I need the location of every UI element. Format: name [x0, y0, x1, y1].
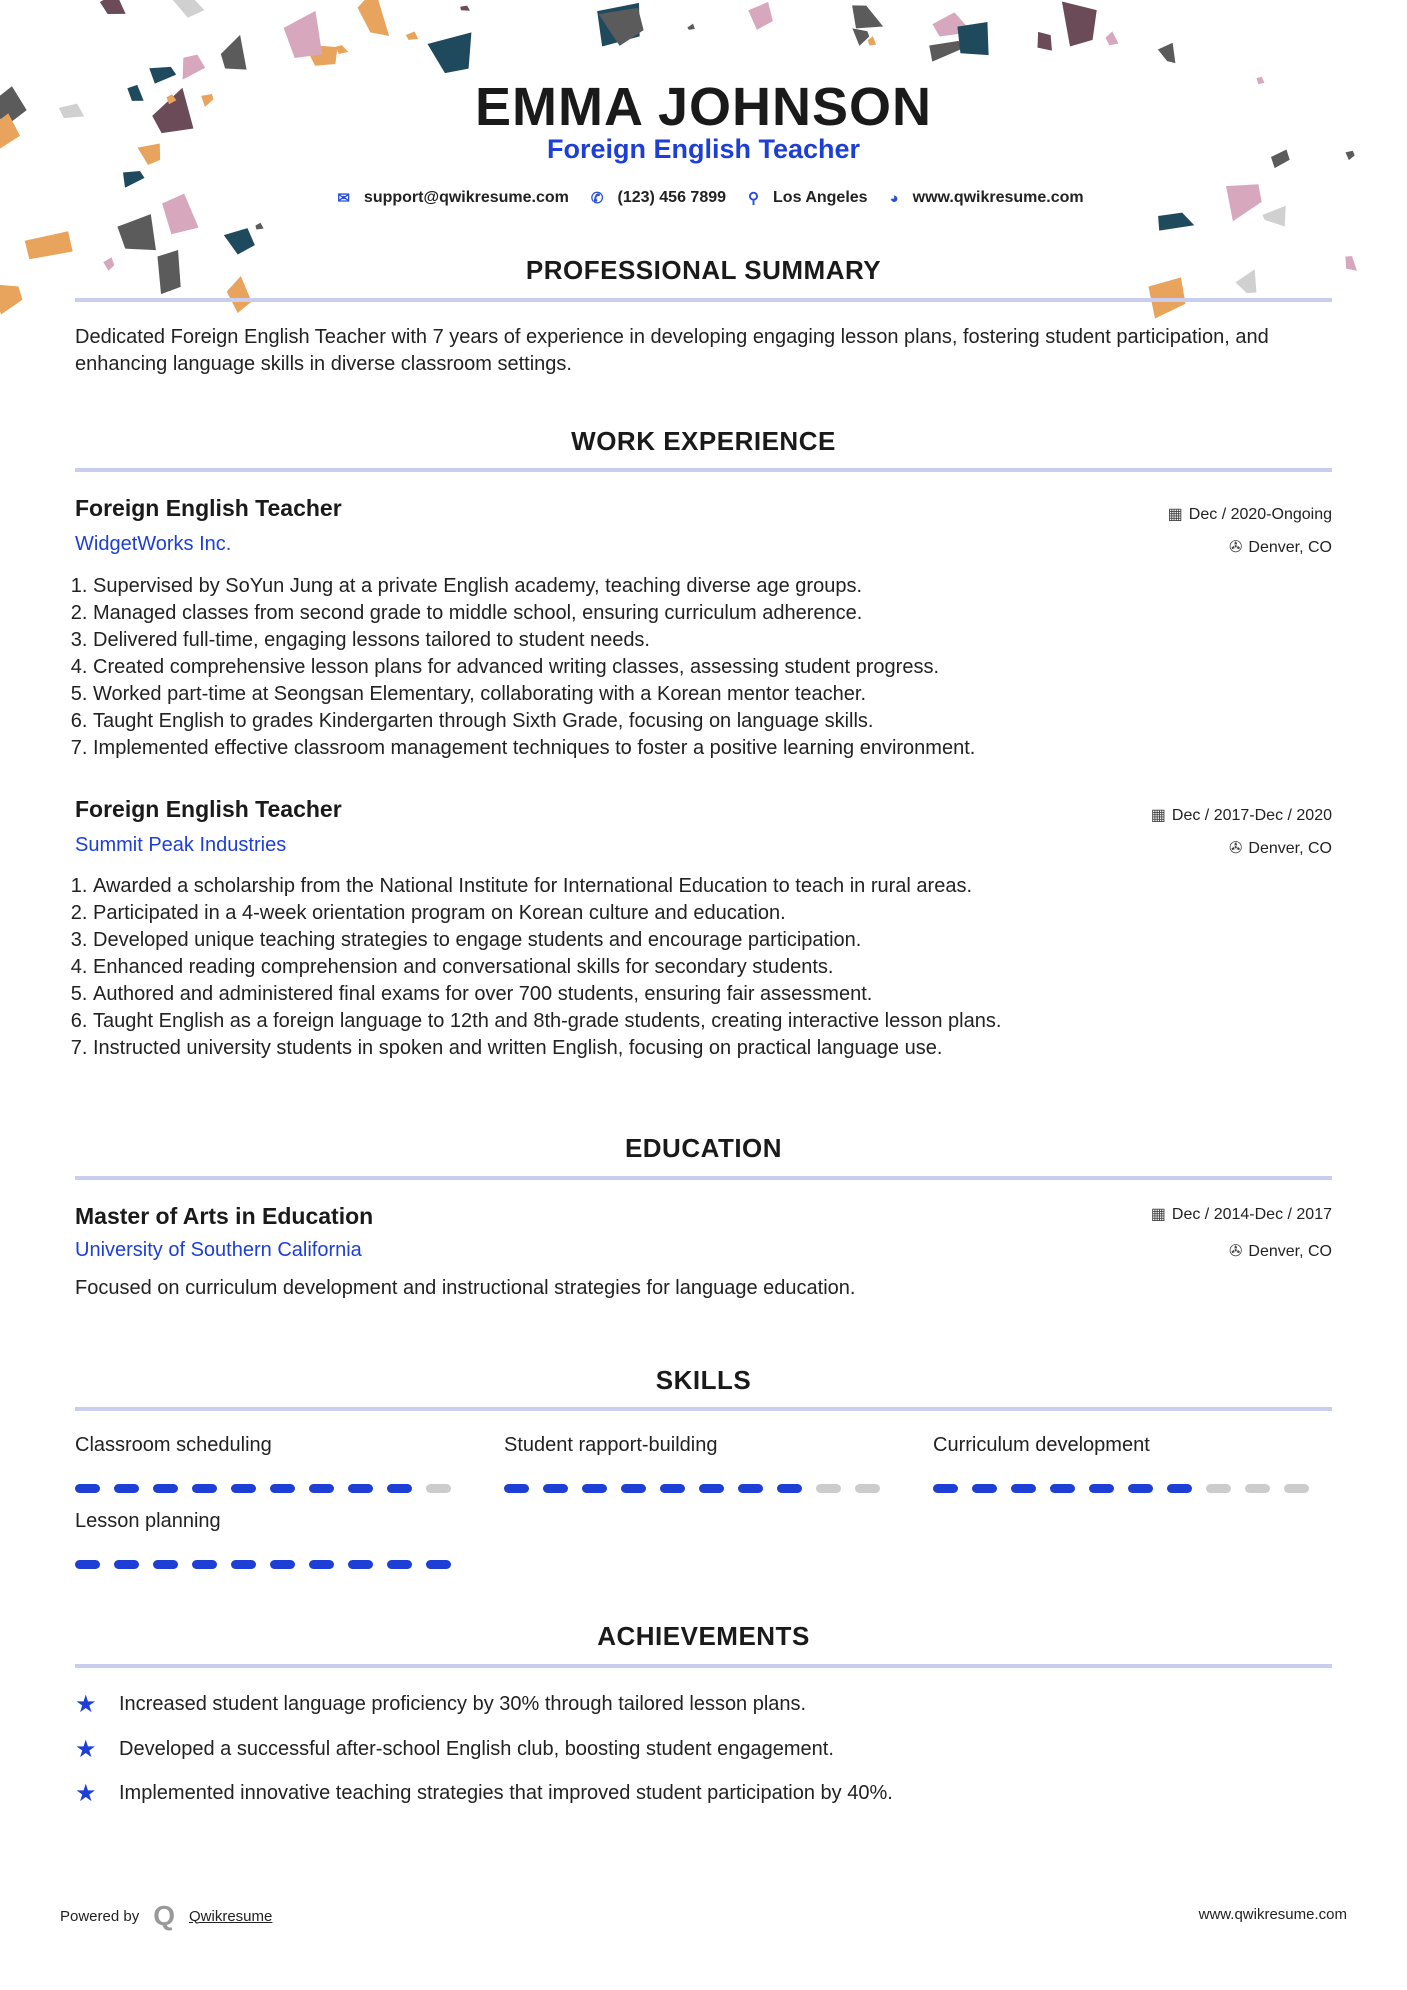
calendar-icon: ▦ [1150, 1206, 1166, 1223]
achievement-item [75, 1735, 834, 1764]
skill-dot-filled [387, 1484, 412, 1493]
skill-dot-filled [309, 1560, 334, 1569]
skill-item [75, 1510, 475, 1569]
bullet: 7. Implemented effective classroom management techniques to foster a positive learning environment. [93, 735, 1350, 762]
education-dates-text: Dec / 2014-Dec / 2017 [1171, 1206, 1332, 1223]
job-company: WidgetWorks Inc. [75, 533, 232, 555]
job-dates [1151, 805, 1332, 825]
pin-icon: ✇ [1229, 840, 1243, 857]
bullet: 3. Developed unique teaching strategies to engage students and encourage participation. [93, 927, 1350, 954]
skill-dot-filled [153, 1560, 178, 1569]
skill-dot-filled [777, 1484, 802, 1493]
confetti-piece [284, 11, 322, 58]
achievement-text: Increased student language proficiency by 30% through tailored lesson plans. [119, 1693, 807, 1715]
skill-dot-filled [231, 1484, 256, 1493]
confetti-piece [1037, 32, 1051, 51]
education-location-text: Denver, CO [1248, 1243, 1332, 1260]
confetti-piece [929, 41, 961, 62]
bullet: 2. Participated in a 4-week orientation program on Korean culture and education. [93, 900, 1350, 927]
phone-icon: ✆ [590, 190, 604, 207]
confetti-piece [406, 32, 418, 40]
calendar-icon: ▦ [1167, 506, 1183, 523]
skill-dot-filled [387, 1560, 412, 1569]
skill-dot-filled [114, 1560, 139, 1569]
brand-link[interactable]: Qwikresume [189, 1907, 273, 1925]
education-dates [1151, 1204, 1332, 1224]
confetti-piece [957, 22, 988, 55]
skill-name: Lesson planning [75, 1510, 221, 1532]
confetti-piece [255, 223, 263, 230]
skill-dot-filled [660, 1484, 685, 1493]
skill-dot-filled [738, 1484, 763, 1493]
contact-bar [0, 189, 1407, 207]
confetti-piece [358, 0, 390, 36]
education-location [1229, 1241, 1332, 1261]
confetti-piece [117, 214, 156, 250]
bullet: 5. Worked part-time at Seongsan Elementary, collaborating with a Korean mentor teacher. [93, 681, 1350, 708]
confetti-piece [336, 45, 349, 54]
confetti-piece [1158, 213, 1194, 231]
skill-name: Student rapport-building [504, 1434, 718, 1456]
confetti-piece [25, 231, 73, 259]
skill-dot-filled [192, 1484, 217, 1493]
skill-item [504, 1434, 904, 1493]
achievement-item [75, 1779, 893, 1808]
job-location-text: Denver, CO [1248, 840, 1332, 857]
education-description: Focused on curriculum development and instructional strategies for language education. [75, 1277, 856, 1299]
candidate-title: Foreign English Teacher [546, 134, 861, 164]
job-location [1229, 838, 1332, 858]
powered-by-label: Powered by [60, 1907, 140, 1925]
skill-dot-filled [1050, 1484, 1075, 1493]
skill-dot-filled [582, 1484, 607, 1493]
confetti-piece [1106, 31, 1119, 45]
skill-dot-filled [1167, 1484, 1192, 1493]
bullet: 1. Supervised by SoYun Jung at a private English academy, teaching diverse age groups. [93, 573, 1350, 600]
confetti-piece [0, 284, 22, 314]
job-title: Foreign English Teacher [75, 495, 342, 521]
skill-dot-filled [504, 1484, 529, 1493]
globe-icon: ◕ [889, 189, 899, 207]
skill-dot-filled [1011, 1484, 1036, 1493]
skill-dot-filled [192, 1560, 217, 1569]
job-location [1229, 537, 1332, 557]
qwikresume-logo-icon: Q [153, 1900, 175, 1931]
education-heading: EDUCATION [624, 1133, 783, 1163]
skill-dot-filled [270, 1484, 295, 1493]
skill-level [75, 1484, 475, 1493]
school: University of Southern California [75, 1239, 362, 1261]
job-title: Foreign English Teacher [75, 796, 342, 822]
achievements-heading: ACHIEVEMENTS [597, 1621, 810, 1651]
job-bullets [75, 573, 1350, 762]
star-icon: ★ [75, 1736, 97, 1763]
contact-website[interactable]: www.qwikresume.com [912, 189, 1084, 206]
skill-dot-filled [621, 1484, 646, 1493]
confetti-piece [224, 228, 255, 254]
confetti-piece [868, 36, 876, 45]
bullet: 5. Authored and administered final exams for over 700 students, ensuring fair assessment. [93, 981, 1350, 1008]
education-divider [75, 1176, 1332, 1180]
skill-dot-empty [855, 1484, 880, 1493]
skill-dot-filled [75, 1560, 100, 1569]
confetti-piece [852, 28, 869, 46]
job-dates-text: Dec / 2020-Ongoing [1188, 506, 1332, 523]
confetti-piece [123, 171, 144, 188]
skill-dot-filled [426, 1560, 451, 1569]
confetti-piece [100, 0, 126, 14]
experience-divider [75, 468, 1332, 472]
confetti-piece [748, 2, 773, 30]
achievement-text: Implemented innovative teaching strategies that improved student participation by 40%. [119, 1782, 893, 1804]
skill-dot-filled [972, 1484, 997, 1493]
footer-powered [60, 1900, 272, 1932]
skill-dot-empty [816, 1484, 841, 1493]
bullet: 6. Taught English to grades Kindergarten through Sixth Grade, focusing on language skills. [93, 708, 1350, 735]
star-icon: ★ [75, 1691, 97, 1718]
experience-heading: WORK EXPERIENCE [571, 426, 836, 456]
confetti-piece [1062, 1, 1097, 46]
bullet: 7. Instructed university students in spoken and written English, focusing on practical language use. [93, 1035, 1350, 1062]
skill-dot-filled [231, 1560, 256, 1569]
skill-level [75, 1560, 475, 1569]
job-dates [1168, 504, 1332, 524]
skill-item [75, 1434, 475, 1493]
contact-location: Los Angeles [773, 189, 868, 206]
skill-dot-filled [1128, 1484, 1153, 1493]
confetti-piece [852, 5, 883, 28]
skill-dot-filled [348, 1484, 373, 1493]
footer-website[interactable]: www.qwikresume.com [1198, 1906, 1347, 1923]
bullet: 6. Taught English as a foreign language to 12th and 8th-grade students, creating interactive lesson plans. [93, 1008, 1350, 1035]
star-icon: ★ [75, 1780, 97, 1807]
skill-dot-filled [699, 1484, 724, 1493]
skill-dot-filled [75, 1484, 100, 1493]
map-pin-icon: ⚲ [748, 190, 760, 207]
achievement-text: Developed a successful after-school English club, boosting student engagement. [119, 1738, 834, 1760]
bullet: 1. Awarded a scholarship from the National Institute for International Education to teach in rural areas. [93, 873, 1350, 900]
confetti-piece [687, 24, 695, 30]
skill-item [933, 1434, 1333, 1493]
pin-icon: ✇ [1229, 1243, 1243, 1260]
summary-heading: PROFESSIONAL SUMMARY [525, 255, 882, 285]
job-company: Summit Peak Industries [75, 834, 287, 856]
skill-dot-empty [426, 1484, 451, 1493]
skill-level [933, 1484, 1333, 1493]
achievement-item [75, 1690, 806, 1719]
skill-dot-empty [1206, 1484, 1231, 1493]
skill-name: Classroom scheduling [75, 1434, 272, 1456]
skill-dot-filled [348, 1560, 373, 1569]
bullet: 2. Managed classes from second grade to middle school, ensuring curriculum adherence. [93, 600, 1350, 627]
skill-dot-filled [933, 1484, 958, 1493]
skill-name: Curriculum development [933, 1434, 1150, 1456]
skill-dot-empty [1245, 1484, 1270, 1493]
pin-icon: ✇ [1229, 539, 1243, 556]
skill-dot-filled [270, 1560, 295, 1569]
skill-dot-filled [153, 1484, 178, 1493]
job-bullets [75, 873, 1350, 1062]
skill-dot-filled [1089, 1484, 1114, 1493]
skills-divider [75, 1407, 1332, 1411]
envelope-icon: ✉ [337, 190, 350, 207]
job-location-text: Denver, CO [1248, 539, 1332, 556]
contact-phone: (123) 456 7899 [617, 189, 727, 206]
confetti-piece [1158, 43, 1175, 63]
confetti-piece [460, 6, 470, 11]
summary-text: Dedicated Foreign English Teacher with 7 years of experience in developing engaging lesson plans, fostering student participation, and enhancing language skills in diverse classroom settings. [75, 326, 1269, 375]
bullet: 4. Enhanced reading comprehension and conversational skills for secondary students. [93, 954, 1350, 981]
skills-heading: SKILLS [655, 1365, 752, 1395]
confetti-piece [1262, 206, 1285, 227]
summary-divider [75, 298, 1332, 302]
skill-dot-filled [309, 1484, 334, 1493]
confetti-piece [169, 0, 205, 18]
job-dates-text: Dec / 2017-Dec / 2020 [1171, 807, 1332, 824]
degree: Master of Arts in Education [75, 1203, 374, 1229]
candidate-name: EMMA JOHNSON [474, 77, 933, 137]
skill-dot-filled [114, 1484, 139, 1493]
calendar-icon: ▦ [1150, 807, 1166, 824]
bullet: 3. Delivered full-time, engaging lessons tailored to student needs. [93, 627, 1350, 654]
confetti-piece [428, 32, 472, 73]
bullet: 4. Created comprehensive lesson plans for advanced writing classes, assessing student progress. [93, 654, 1350, 681]
confetti-piece [221, 35, 247, 70]
skill-dot-filled [543, 1484, 568, 1493]
contact-email[interactable]: support@qwikresume.com [363, 189, 569, 206]
skill-dot-empty [1284, 1484, 1309, 1493]
achievements-divider [75, 1664, 1332, 1668]
skill-level [504, 1484, 904, 1493]
confetti-piece [1345, 256, 1357, 271]
